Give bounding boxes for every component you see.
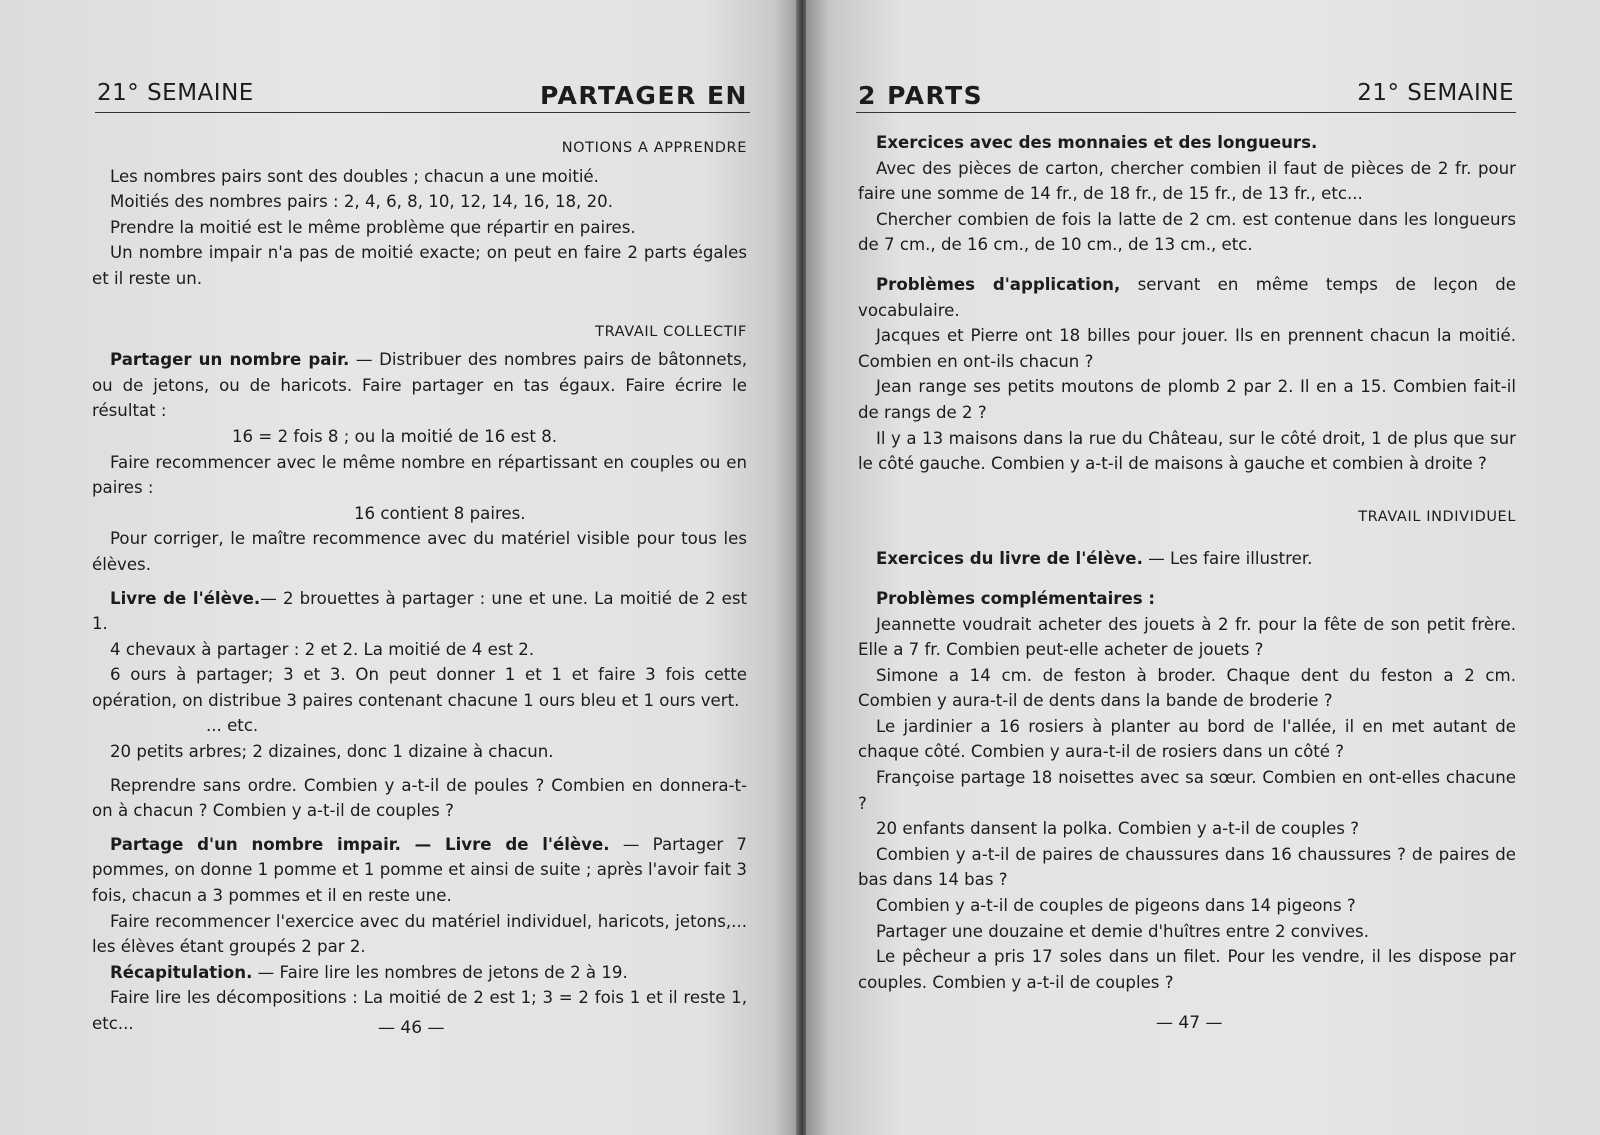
week-label: 21° SEMAINE bbox=[1357, 80, 1514, 106]
paragraph: 20 enfants dansent la polka. Combien y a-t-il de couples ? bbox=[876, 819, 1360, 839]
bold-lead: Exercices avec des monnaies et des longueurs. bbox=[876, 133, 1318, 152]
paragraph: Simone a 14 cm. de feston à broder. Chaque dent du feston a 2 cm. Combien y aura-t-il de dents dans la bande de broderie ? bbox=[858, 665, 1516, 711]
bold-lead: Problèmes complémentaires : bbox=[876, 588, 1156, 608]
bold-lead: Problèmes d'application, bbox=[876, 274, 1121, 294]
paragraph bbox=[858, 546, 1516, 572]
paragraph-text: — Distribuer des nombres pairs de bâtonnets, ou de jetons, ou de haricots. Faire partager en tas égaux. Faire écrire le résultat : bbox=[92, 350, 747, 421]
bold-lead: Partager un nombre pair. bbox=[110, 350, 350, 370]
left-page bbox=[0, 0, 798, 1135]
paragraph: Faire recommencer avec le même nombre en répartissant en couples ou en paires : bbox=[92, 452, 747, 498]
paragraph-text: — Les faire illustrer. bbox=[1142, 549, 1313, 569]
paragraph: 20 petits arbres; 2 dizaines, donc 1 dizaine à chacun. bbox=[110, 742, 554, 762]
paragraph: Jacques et Pierre ont 18 billes pour jouer. Ils en prennent chacun la moitié. Combien en ont-ils chacun ? bbox=[858, 326, 1516, 371]
paragraph: Le jardinier a 16 rosiers à planter au bord de l'allée, il en met autant de chaque côté. Combien y aura-t-il de rosiers dans un côté ? bbox=[858, 716, 1516, 762]
collectif-heading: TRAVAIL COLLECTIF bbox=[595, 323, 747, 340]
bold-lead: Exercices du livre de l'élève. bbox=[876, 549, 1143, 569]
paragraph: Jean range ses petits moutons de plomb 2 par 2. Il en a 15. Combien fait-il de rangs de 2 ? bbox=[858, 377, 1516, 422]
paragraph: Combien y a-t-il de couples de pigeons dans 14 pigeons ? bbox=[876, 896, 1356, 916]
etc-line: ... etc. bbox=[206, 716, 259, 736]
paragraph: Il y a 13 maisons dans la rue du Château, sur le côté droit, 1 de plus que sur le côté gauche. Combien y a-t-il de maisons à gauche et combien à droite ? bbox=[858, 428, 1516, 474]
paragraph: Combien y a-t-il de paires de chaussures dans 16 chaussures ? de paires de bas dans 14 bas ? bbox=[858, 844, 1516, 890]
paragraph: Reprendre sans ordre. Combien y a-t-il de poules ? Combien en donnera-t-on à chacun ? Combien y a-t-il de couples ? bbox=[92, 775, 747, 821]
chapter-title: 2 PARTS bbox=[858, 81, 984, 110]
paragraph-text: — Faire lire les nombres de jetons de 2 à 19. bbox=[252, 962, 628, 982]
paragraph: 4 chevaux à partager : 2 et 2. La moitié de 4 est 2. bbox=[110, 639, 535, 659]
paragraph: Un nombre impair n'a pas de moitié exacte; on peut en faire 2 parts égales et il reste un. bbox=[92, 243, 747, 288]
page-number: — 46 — bbox=[378, 1018, 445, 1038]
paragraph-text: — Partager 7 pommes, on donne 1 pomme et 1 pomme et ainsi de suite ; après l'avoir fait 3 fois, chacun a 3 pommes et il en reste une. bbox=[92, 834, 747, 906]
paragraph: Avec des pièces de carton, chercher combien il faut de pièces de 2 fr. pour faire une somme de 14 fr., de 18 fr., de 15 fr., de 13 fr., etc... bbox=[858, 158, 1516, 204]
paragraph-text: — 2 brouettes à partager : une et une. La moitié de 2 est 1. bbox=[92, 588, 747, 634]
page-number: — 47 — bbox=[1156, 1013, 1223, 1033]
paragraph bbox=[92, 586, 747, 637]
right-page-content bbox=[858, 130, 1516, 995]
right-page-header bbox=[856, 70, 1516, 113]
paragraph bbox=[858, 130, 1516, 156]
paragraph: Françoise partage 18 noisettes avec sa sœur. Combien en ont-elles chacune ? bbox=[858, 768, 1516, 813]
bold-lead: Livre de l'élève. bbox=[110, 588, 261, 608]
chapter-title: PARTAGER EN bbox=[539, 81, 748, 110]
bold-lead: Partage d'un nombre impair. — Livre de l'élève. bbox=[110, 834, 610, 854]
left-page-content bbox=[92, 130, 747, 1037]
paragraph bbox=[92, 832, 747, 909]
right-page bbox=[806, 0, 1600, 1135]
bold-lead: Récapitulation. bbox=[110, 962, 253, 982]
paragraph: Partager une douzaine et demie d'huîtres entre 2 convives. bbox=[876, 921, 1369, 941]
individuel-heading: TRAVAIL INDIVIDUEL bbox=[1358, 508, 1516, 525]
paragraph bbox=[858, 272, 1516, 323]
equation-line: 16 contient 8 paires. bbox=[354, 503, 526, 523]
paragraph-text: servant en même temps de leçon de vocabulaire. bbox=[858, 274, 1516, 320]
week-label: 21° SEMAINE bbox=[97, 80, 254, 106]
paragraph: 6 ours à partager; 3 et 3. On peut donner 1 et 1 et faire 3 fois cette opération, on distribue 3 paires contenant chacune 1 ours bleu et 1 ours vert. bbox=[92, 665, 747, 710]
equation-line: 16 = 2 fois 8 ; ou la moitié de 16 est 8. bbox=[232, 426, 558, 446]
paragraph: Moitiés des nombres pairs : 2, 4, 6, 8, 10, 12, 14, 16, 18, 20. bbox=[110, 192, 613, 212]
paragraph: Pour corriger, le maître recommence avec du matériel visible pour tous les élèves. bbox=[92, 529, 747, 574]
paragraph bbox=[92, 960, 747, 986]
paragraph: Le pêcheur a pris 17 soles dans un filet. Pour les vendre, il les dispose par couples. Combien y a-t-il de couples ? bbox=[858, 947, 1516, 992]
paragraph: Faire lire les décompositions : La moitié de 2 est 1; 3 = 2 fois 1 et il reste 1, etc... bbox=[92, 988, 747, 1033]
paragraph: Jeannette voudrait acheter des jouets à 2 fr. pour la fête de son petit frère. Elle a 7 fr. Combien peut-elle acheter de jouets ? bbox=[858, 614, 1516, 660]
paragraph bbox=[858, 586, 1516, 612]
left-page-header bbox=[95, 70, 750, 113]
paragraph: Prendre la moitié est le même problème que répartir en paires. bbox=[110, 217, 636, 237]
paragraph bbox=[92, 347, 747, 424]
paragraph: Chercher combien de fois la latte de 2 cm. est contenue dans les longueurs de 7 cm., de 16 cm., de 10 cm., de 13 cm., etc. bbox=[858, 209, 1516, 255]
notions-heading: NOTIONS A APPRENDRE bbox=[561, 140, 747, 156]
paragraph: Les nombres pairs sont des doubles ; chacun a une moitié. bbox=[110, 166, 599, 186]
paragraph: Faire recommencer l'exercice avec du matériel individuel, haricots, jetons,... les élèves étant groupés 2 par 2. bbox=[92, 911, 747, 957]
